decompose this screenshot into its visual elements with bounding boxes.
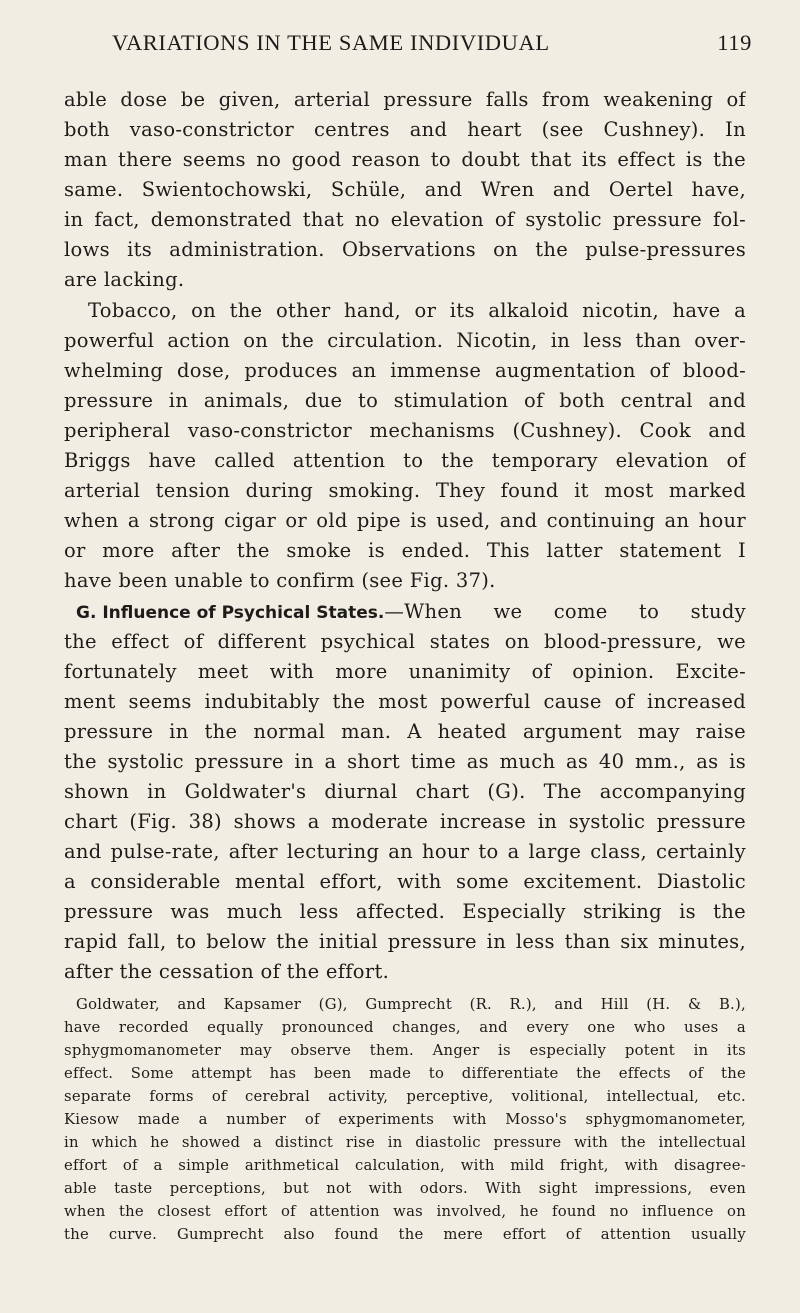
text-line: a considerable mental effort, with some excitement. Diastolic — [64, 870, 746, 893]
text-line: ment seems indubitably the most powerful cause of increased — [64, 690, 746, 713]
text-line: the systolic pressure in a short time as much as 40 mm., as is — [64, 750, 746, 773]
text-line: or more after the smoke is ended. This latter statement I — [64, 539, 746, 562]
note-line: Kiesow made a number of experiments with Mosso's sphygmomanometer, — [64, 1111, 746, 1128]
note-line: able taste perceptions, but not with odors. With sight impressions, even — [64, 1180, 746, 1197]
text-line: have been unable to confirm (see Fig. 37). — [64, 569, 496, 592]
note-line: when the closest effort of attention was involved, he found no influence on — [64, 1203, 746, 1220]
note-line: Goldwater, and Kapsamer (G), Gumprecht (R. R.), and Hill (H. & B.), — [76, 996, 746, 1013]
note-line: the curve. Gumprecht also found the mere effort of attention usually — [64, 1226, 746, 1243]
text-line: both vaso-constrictor centres and heart (see Cushney). In — [64, 118, 746, 141]
text-line: Briggs have called attention to the temporary elevation of — [64, 449, 746, 472]
text-line: pressure was much less affected. Especially striking is the — [64, 900, 746, 923]
text-line: lows its administration. Observations on the pulse-pressures — [64, 238, 746, 261]
text-line: shown in Goldwater's diurnal chart (G). The accompanying — [64, 780, 746, 803]
note-line: have recorded equally pronounced changes, and every one who uses a — [64, 1019, 746, 1036]
text-line: fortunately meet with more unanimity of opinion. Excite- — [64, 660, 746, 683]
section-heading: G. Influence of Psychical States. — [76, 603, 385, 623]
note-line: separate forms of cerebral activity, perceptive, volitional, intellectual, etc. — [64, 1088, 746, 1105]
text-line: —When we come to study — [384, 600, 746, 623]
section-heading-line — [76, 597, 746, 627]
text-line: rapid fall, to below the initial pressure in less than six minutes, — [64, 930, 746, 953]
note-line: effort of a simple arithmetical calculation, with mild fright, with disagree- — [64, 1157, 746, 1174]
text-line: man there seems no good reason to doubt that its effect is the — [64, 148, 746, 171]
text-line: Tobacco, on the other hand, or its alkaloid nicotin, have a — [88, 299, 746, 322]
text-line: same. Swientochowski, Schüle, and Wren and Oertel have, — [64, 178, 746, 201]
note-line: sphygmomanometer may observe them. Anger is especially potent in its — [64, 1042, 746, 1059]
running-title: VARIATIONS IN THE SAME INDIVIDUAL — [112, 30, 550, 55]
text-line: whelming dose, produces an immense augmentation of blood- — [64, 359, 746, 382]
text-line: chart (Fig. 38) shows a moderate increase in systolic pressure — [64, 810, 746, 833]
text-line: pressure in the normal man. A heated argument may raise — [64, 720, 746, 743]
text-line: peripheral vaso-constrictor mechanisms (Cushney). Cook and — [64, 419, 746, 442]
text-line: the effect of different psychical states on blood-pressure, we — [64, 630, 746, 653]
text-line: powerful action on the circulation. Nicotin, in less than over- — [64, 329, 746, 352]
text-line: in fact, demonstrated that no elevation of systolic pressure fol- — [64, 208, 746, 231]
text-line: arterial tension during smoking. They found it most marked — [64, 479, 746, 502]
text-line: and pulse-rate, after lecturing an hour to a large class, certainly — [64, 840, 746, 863]
text-line: are lacking. — [64, 268, 185, 291]
note-line: effect. Some attempt has been made to differentiate the effects of the — [64, 1065, 746, 1082]
text-line: pressure in animals, due to stimulation of both central and — [64, 389, 746, 412]
text-line: when a strong cigar or old pipe is used, and continuing an hour — [64, 509, 746, 532]
page-number: 119 — [717, 30, 752, 55]
note-line: in which he showed a distinct rise in diastolic pressure with the intellectual — [64, 1134, 746, 1151]
text-line: after the cessation of the effort. — [64, 960, 390, 983]
text-line: able dose be given, arterial pressure falls from weakening of — [64, 88, 746, 111]
